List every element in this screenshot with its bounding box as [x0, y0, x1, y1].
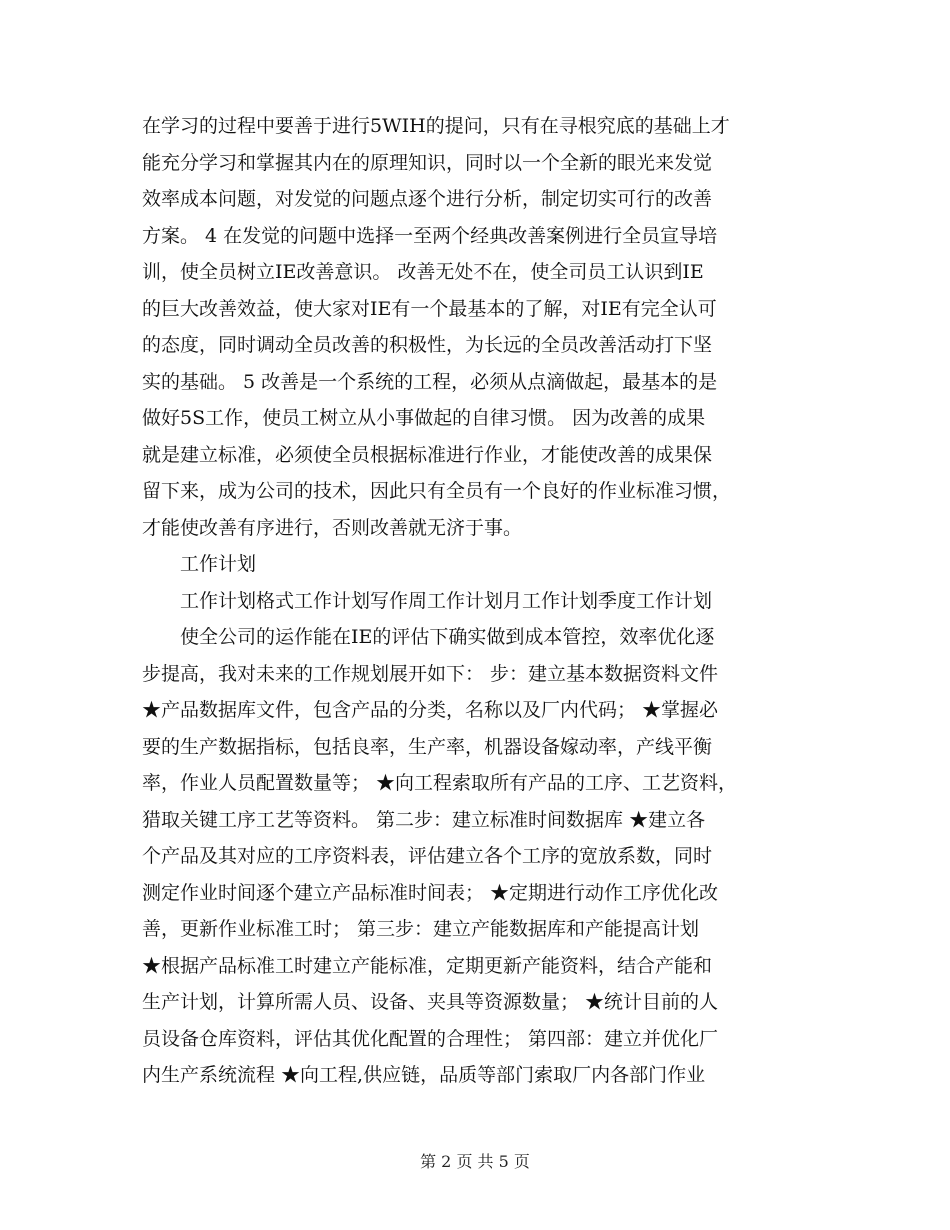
- text-line: 生产计划，计算所需人员、设备、夹具等资源数量； ★统计目前的人: [142, 991, 719, 1013]
- text-line: 步提高，我对未来的工作规划展开如下： 步：建立基本数据资料文件: [142, 662, 719, 685]
- text-line: 测定作业时间逐个建立产品标准时间表； ★定期进行动作工序优化改: [142, 881, 719, 904]
- text-line: 善，更新作业标准工时； 第三步：建立产能数据库和产能提高计划: [142, 918, 700, 940]
- text-line: 才能使改善有序进行，否则改善就无济于事。: [142, 516, 523, 539]
- text-line: 方案。 4 在发觉的问题中选择一至两个经典改善案例进行全员宣导培: [142, 224, 718, 247]
- text-line: ★根据产品标准工时建立产能标准，定期更新产能资料，结合产能和: [142, 954, 713, 977]
- text-line: ★产品数据库文件，包含产品的分类，名称以及厂内代码； ★掌握必: [142, 699, 719, 721]
- text-line: 员设备仓库资料，评估其优化配置的合理性； 第四部：建立并优化厂: [142, 1027, 719, 1050]
- text-line: 留下来，成为公司的技术，因此只有全员有一个良好的作业标准习惯，: [142, 480, 732, 502]
- text-line: 效率成本问题，对发觉的问题点逐个进行分析，制定切实可行的改善: [142, 188, 713, 210]
- document-body: [142, 108, 812, 1094]
- text-line: 内生产系统流程 ★向工程,供应链，品质等部门索取厂内各部门作业: [142, 1064, 706, 1086]
- page-number-footer: 第 2 页 共 5 页: [420, 1152, 530, 1171]
- text-line: 就是建立标准，必须使全员根据标准进行作业，才能使改善的成果保: [142, 443, 713, 466]
- text-line: 能充分学习和掌握其内在的原理知识，同时以一个全新的眼光来发觉: [142, 151, 713, 174]
- text-line: 实的基础。 5 改善是一个系统的工程，必须从点滴做起，最基本的是: [142, 370, 718, 393]
- text-line: 率，作业人员配置数量等； ★向工程索取所有产品的工序、工艺资料，: [142, 772, 738, 794]
- text-line: 要的生产数据指标，包括良率，生产率，机器设备嫁动率，产线平衡: [142, 735, 713, 758]
- text-line: 工作计划格式工作计划写作周工作计划月工作计划季度工作计划: [142, 589, 713, 612]
- text-line: 做好5S工作，使员工树立从小事做起的自律习惯。 因为改善的成果: [142, 407, 706, 429]
- text-line: 的巨大改善效益，使大家对IE有一个最基本的了解，对IE有完全认可: [142, 297, 717, 320]
- text-line: 个产品及其对应的工序资料表，评估建立各个工序的宽放系数，同时: [142, 845, 713, 867]
- text-line: 的态度，同时调动全员改善的积极性，为长远的全员改善活动打下坚: [142, 334, 713, 356]
- text-line: 使全公司的运作能在IE的评估下确实做到成本管控，效率优化逐: [142, 626, 715, 648]
- text-line: 在学习的过程中要善于进行5WIH的提问，只有在寻根究底的基础上才: [142, 115, 730, 137]
- section-heading: 工作计划: [142, 553, 257, 575]
- text-line: 训，使全员树立IE改善意识。 改善无处不在，使全司员工认识到IE: [142, 261, 704, 283]
- text-line: 猎取关键工序工艺等资料。 第二步：建立标准时间数据库 ★建立各: [142, 808, 706, 831]
